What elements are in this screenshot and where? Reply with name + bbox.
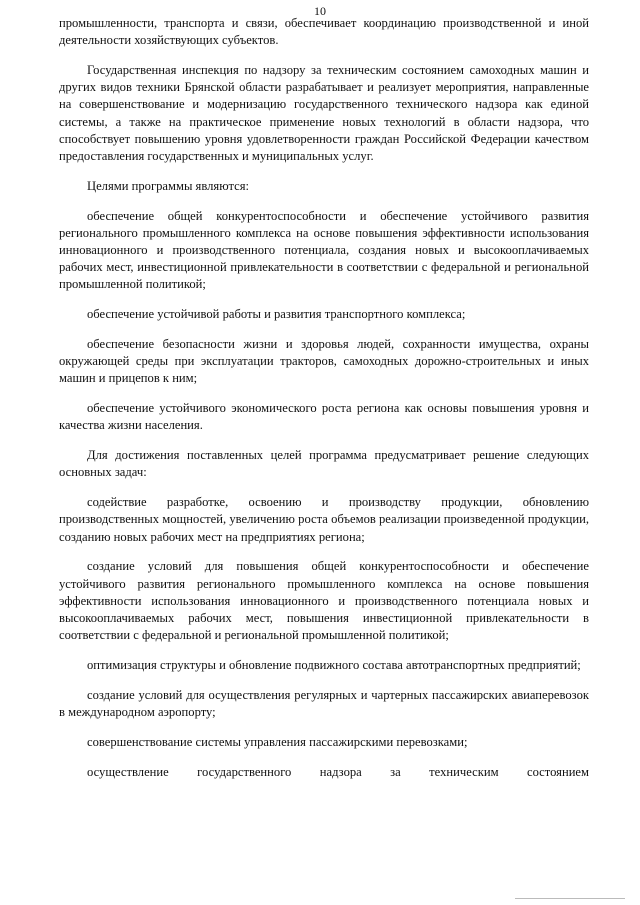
paragraph-continuation: промышленности, транспорта и связи, обеспечивает координацию производственной и иной деятельности хозяйствующих субъектов. xyxy=(59,16,589,48)
document-body xyxy=(59,15,589,793)
paragraph-task-management: совершенствование системы управления пассажирскими перевозками; xyxy=(87,734,468,749)
paragraph-goal-growth: обеспечение устойчивого экономического роста региона как основы повышения уровня и качества жизни населения. xyxy=(59,401,589,433)
paragraph-task-aviation: создание условий для осуществления регулярных и чартерных пассажирских авиаперевозок в международном аэропорту; xyxy=(59,687,589,720)
page-number: 10 xyxy=(314,4,326,18)
paragraph-task-fleet: оптимизация структуры и обновление подвижного состава автотранспортных предприятий; xyxy=(87,658,581,673)
paragraph-tasks-heading: Для достижения поставленных целей программа предусматривает решение следующих основных задач: xyxy=(59,448,589,480)
footer-divider xyxy=(515,898,625,899)
paragraph-inspection: Государственная инспекция по надзору за техническим состоянием самоходных машин и других видов техники Брянской области разрабатывает и реализует мероприятия, направленные на совершенствование и модернизацию государственного технического надзора как единой системы, а также на практическое применение новых технологий в области надзора, что способствует повышению уровня удовлетворенности граждан Российской Федерации качеством предоставления государственных и муниципальных услуг. xyxy=(59,63,589,164)
paragraph-goal-competitiveness: обеспечение общей конкурентоспособности и обеспечение устойчивого развития регионального промышленного комплекса на основе повышения эффективности использования инновационного и производственного потенциала, создания новых и высокооплачиваемых рабочих мест, инвестиционной привлекательности в соответствии с федеральной и региональной промышленной политикой; xyxy=(59,208,589,292)
paragraph-task-production: содействие разработке, освоению и производству продукции, обновлению производственных мощностей, увеличению роста объемов реализации произведенной продукции, созданию новых рабочих мест на предприятиях региона; xyxy=(59,495,589,544)
paragraph-task-supervision: осуществление государственного надзора за техническим состоянием xyxy=(87,764,589,779)
paragraph-goals-heading: Целями программы являются: xyxy=(87,178,249,193)
paragraph-goal-safety: обеспечение безопасности жизни и здоровья людей, сохранности имущества, охраны окружающей среды при эксплуатации тракторов, самоходных дорожно-строительных и иных машин и прицепов к ним; xyxy=(59,337,589,386)
paragraph-goal-transport: обеспечение устойчивой работы и развития транспортного комплекса; xyxy=(87,307,466,322)
paragraph-task-conditions: создание условий для повышения общей конкурентоспособности и обеспечение устойчивого развития регионального промышленного комплекса на основе повышения эффективности использования инновационного и производственного потенциала новых и высокооплачиваемых рабочих мест, повышения инвестиционной привлекательности в соответствии с федеральной и региональной промышленной политикой; xyxy=(59,559,589,643)
